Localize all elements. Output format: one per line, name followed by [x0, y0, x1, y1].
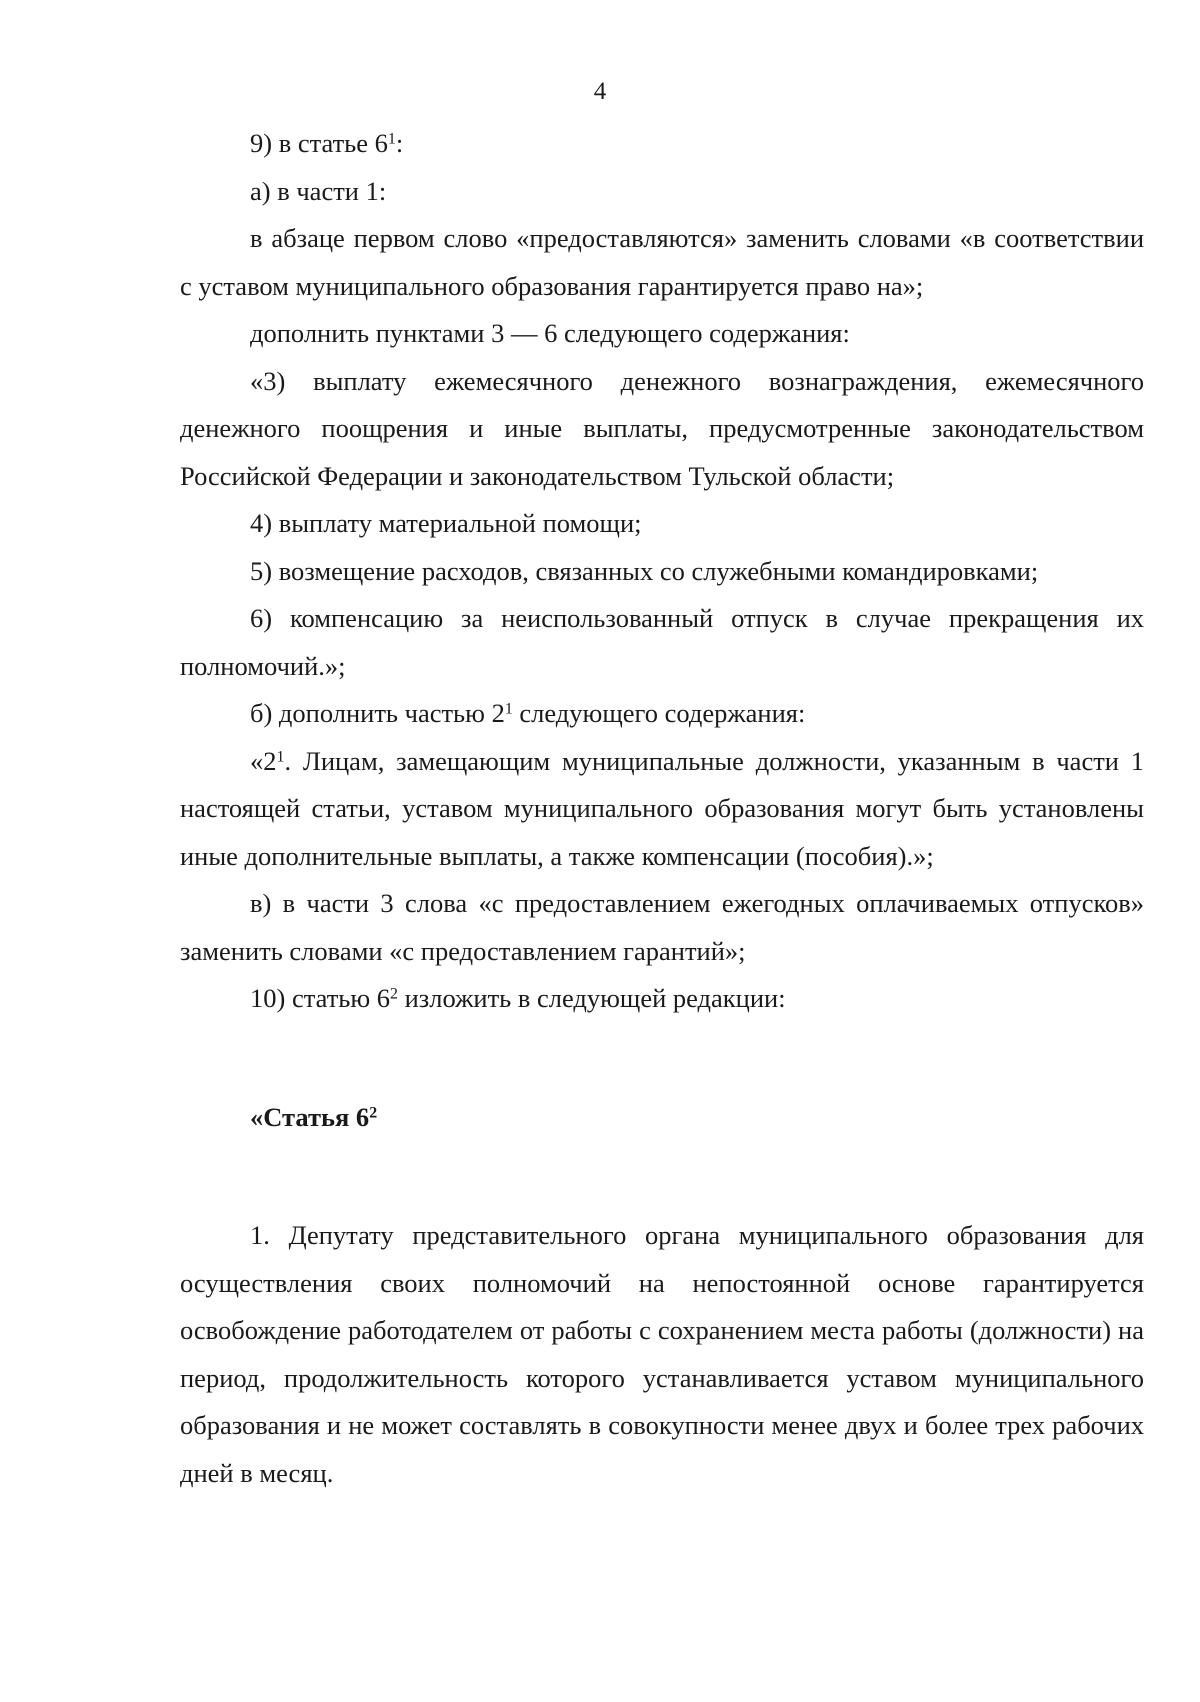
superscript: 1	[276, 747, 285, 765]
paragraph-text: 10) статью 6	[250, 983, 391, 1013]
paragraph-subitem-a	[180, 168, 1144, 216]
paragraph-text: «2	[250, 745, 277, 776]
paragraph-item-9	[180, 120, 1144, 168]
paragraph-text: в абзаце первом слово «предоставляются» заменить словами «в соответствии с уставом муниципального образования гарантируется право на»;	[180, 223, 1144, 301]
document-body	[180, 120, 1144, 1497]
paragraph-point-4	[180, 500, 1144, 548]
page-number: 4	[593, 78, 607, 105]
paragraph-text: а) в части 1:	[250, 175, 387, 206]
paragraph-point-3	[180, 358, 1144, 501]
superscript: 1	[387, 130, 396, 148]
paragraph-text-tail: изложить в следующей редакции:	[397, 983, 786, 1013]
paragraph-text: «3) выплату ежемесячного денежного вознаграждения, ежемесячного денежного поощрения и иные выплаты, предусмотренные законодательством Российской Федерации и законодательством Тульской области;	[180, 365, 1144, 491]
paragraph-point-6	[180, 595, 1144, 690]
paragraph-subitem-b	[180, 690, 1144, 738]
paragraph-text-tail: :	[395, 128, 404, 158]
paragraph-text: дополнить пунктами 3 — 6 следующего содержания:	[250, 318, 850, 348]
superscript: 2	[369, 1103, 378, 1121]
paragraph-part-2-1	[180, 738, 1144, 881]
paragraph-text-tail: следующего содержания:	[512, 698, 806, 728]
paragraph-text: б) дополнить частью 2	[250, 698, 505, 728]
article-title-text: «Статья 6	[250, 1101, 370, 1132]
paragraph-text: 1. Депутату представительного органа муниципального образования для осуществления своих полномочий на непостоянной основе гарантируется освобождение работодателем от работы с сохранением места работы (должности) на период, продолжительность которого устанавливается уставом муниципального образования и не может составлять в совокупности менее двух и более трех рабочих дней в месяц.	[180, 1220, 1144, 1488]
paragraph-amendment-first-abzac	[180, 215, 1144, 310]
superscript: 1	[504, 700, 513, 718]
paragraph-item-10	[180, 975, 1144, 1023]
paragraph-add-points	[180, 310, 1144, 358]
paragraph-text: в) в части 3 слова «с предоставлением ежегодных оплачиваемых отпусков» заменить словами «с предоставлением гарантий»;	[180, 888, 1144, 966]
paragraph-text: 6) компенсацию за неиспользованный отпуск в случае прекращения их полномочий.»;	[180, 603, 1144, 681]
paragraph-text: 5) возмещение расходов, связанных со служебными командировками;	[250, 555, 1039, 586]
paragraph-text-tail: . Лицам, замещающим муниципальные должности, указанным в части 1 настоящей статьи, уставом муниципального образования могут быть установлены иные дополнительные выплаты, а также компенсации (пособия).»;	[180, 745, 1144, 871]
paragraph-text: 4) выплату материальной помощи;	[250, 508, 642, 538]
article-paragraph-1	[180, 1212, 1144, 1497]
paragraph-text: 9) в статье 6	[250, 128, 388, 158]
superscript: 2	[390, 985, 398, 1003]
article-title	[180, 1094, 1144, 1142]
paragraph-point-5	[180, 548, 1144, 596]
paragraph-subitem-v	[180, 880, 1144, 975]
